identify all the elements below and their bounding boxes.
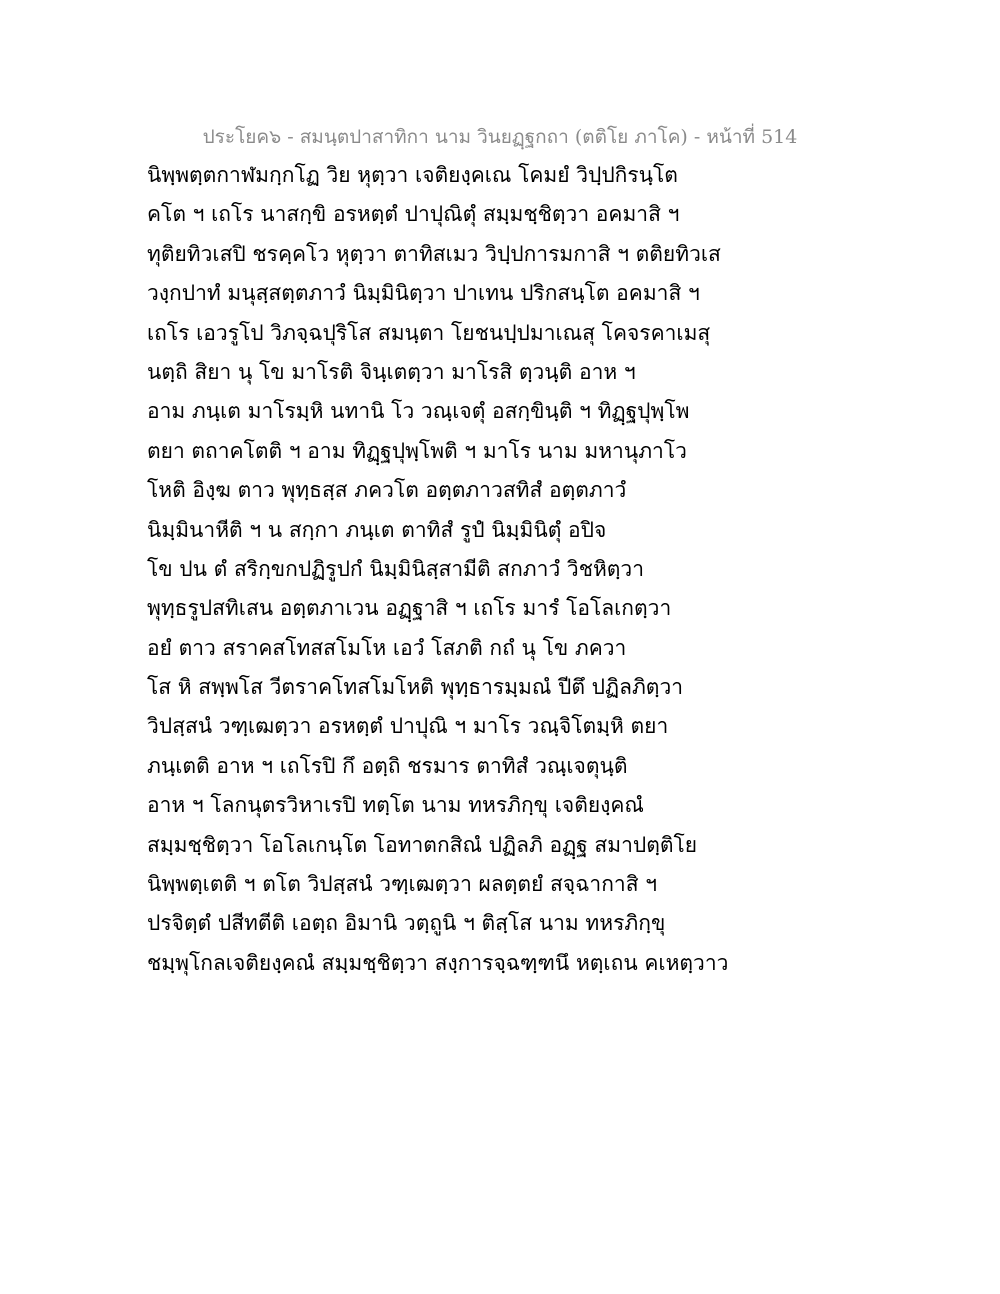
body-text — [147, 156, 847, 983]
page-header: ประโยค๖ - สมนฺตปาสาทิกา นาม วินยฏฺฐกถา (ตติโย ภาโค) - หน้าที่ 514 — [202, 126, 798, 148]
text-line: นิพฺพตฺตกาฬมกฺกโฏ วิย หุตฺวา เจติยงฺคเณ โคมยํ วิปฺปกิรนฺโต — [147, 163, 678, 187]
text-line: โส หิ สพฺพโส วีตราคโทสโมโหติ พุทฺธารมฺมณํ ปีตึ ปฏิลภิตฺวา — [147, 675, 684, 700]
text-line: อาห ฯ โลกนุตรวิหาเรปิ ทตฺโต นาม ทหรภิกฺขุ เจติยงฺคณํ — [147, 793, 644, 818]
text-line: นิมฺมินาหีติ ฯ น สกฺกา ภนฺเต ตาทิสํ รูปํ นิมฺมินิตุํ อปิจ — [147, 517, 607, 542]
text-line: สมฺมชฺชิตฺวา โอโลเกนฺโต โอทาตกสิณํ ปฏิลภิ อฏฺฐ สมาปตฺติโย — [147, 832, 698, 857]
text-line: เถโร เอวรูโป วิภจฺฉปุริโส สมนฺตา โยชนปฺปมาเณสุ โคจรคาเมสุ — [147, 320, 711, 345]
text-line: ภนฺเตติ อาห ฯ เถโรปิ กึ อตฺถิ ชรมาร ตาทิสํ วณฺเจตุนฺติ — [147, 753, 628, 778]
text-line: นตฺถิ สิยา นุ โข มาโรติ จินฺเตตฺวา มาโรสิ ตฺวนฺติ อาห ฯ — [147, 359, 636, 384]
text-line: พุทฺธรูปสทิเสน อตฺตภาเวน อฏฺฐาสิ ฯ เถโร มารํ โอโลเกตฺวา — [147, 596, 672, 621]
text-line: โข ปน ตํ สริกฺขกปฏิรูปกํ นิมฺมินิสฺสามีติ สกภาวํ วิชหิตฺวา — [147, 556, 645, 581]
text-line: วงฺกปาทํ มนุสฺสตฺตภาวํ นิมฺมินิตฺวา ปาเทน ปริกสนฺโต อคมาสิ ฯ — [147, 281, 700, 306]
text-line: อยํ ตาว สราคสโทสสโมโห เอวํ โสภติ กถํ นุ โข ภควา — [147, 635, 627, 660]
text-line: วิปสฺสนํ วฑฺเฒตฺวา อรหตฺตํ ปาปุณิ ฯ มาโร วณฺจิโตมฺหิ ตยา — [147, 714, 669, 739]
text-line: ชมฺพุโกลเจติยงฺคณํ สมฺมชฺชิตฺวา สงฺการจฺฉฑฺฑนึ หตฺเถน คเหตฺวาว — [147, 950, 729, 975]
text-line: ตยา ตถาคโตติ ฯ อาม ทิฏฺฐปุพฺโพติ ฯ มาโร นาม มหานุภาโว — [147, 438, 687, 463]
text-line: นิพฺพตฺเตติ ฯ ตโต วิปสฺสนํ วฑฺเฒตฺวา ผลตฺตยํ สจฺฉากาสิ ฯ — [147, 872, 657, 897]
text-line: คโต ฯ เถโร นาสกฺขิ อรหตฺตํ ปาปุณิตุํ สมฺมชฺชิตฺวา อคมาสิ ฯ — [147, 202, 680, 227]
text-line: ทุติยทิวเสปิ ชรคฺคโว หุตฺวา ตาทิสเมว วิปฺปการมกาสิ ฯ ตติยทิวเส — [147, 241, 721, 266]
text-line: โหติ อิงฺฆ ตาว พุทฺธสฺส ภควโต อตฺตภาวสทิสํ อตฺตภาวํ — [147, 478, 627, 503]
text-line: ปรจิตฺตํ ปสีทตีติ เอตฺถ อิมานิ วตฺถูนิ ฯ ติสฺโส นาม ทหรภิกฺขุ — [147, 911, 666, 936]
text-line: อาม ภนฺเต มาโรมฺหิ นทานิ โว วณฺเจตุํ อสกฺขินฺติ ฯ ทิฏฺฐปุพฺโพ — [147, 399, 690, 424]
